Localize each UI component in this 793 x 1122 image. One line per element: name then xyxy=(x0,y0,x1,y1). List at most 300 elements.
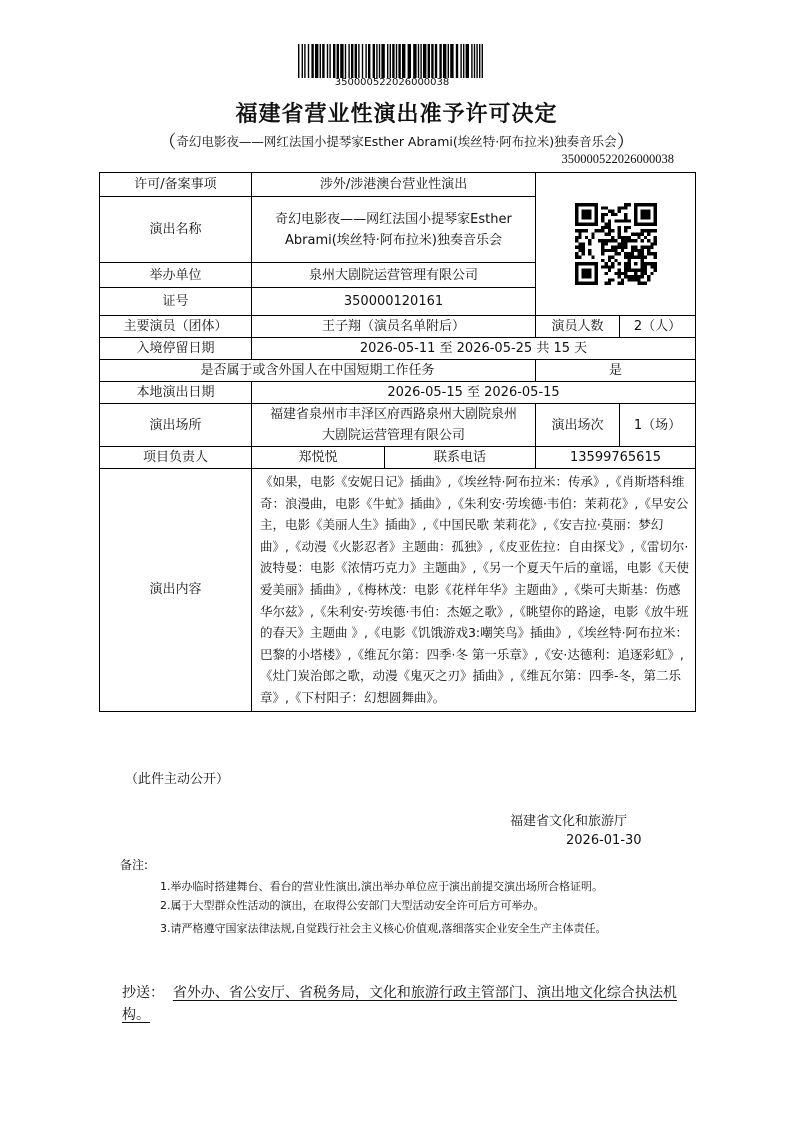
qr-module xyxy=(607,255,610,258)
qr-module xyxy=(637,252,640,255)
barcode-bar xyxy=(329,44,330,78)
sessions-value: 1（场） xyxy=(620,404,696,447)
qr-module xyxy=(604,249,607,252)
qr-code-icon xyxy=(575,203,657,285)
qr-module xyxy=(575,239,578,242)
main-performers-value: 王子翔（演员名单附后） xyxy=(252,316,536,338)
qr-module xyxy=(607,223,610,226)
qr-module xyxy=(653,265,656,268)
qr-module xyxy=(640,229,643,232)
qr-code-cell xyxy=(536,173,696,316)
qr-module xyxy=(588,249,591,252)
qr-module xyxy=(617,275,620,278)
table-row xyxy=(100,360,696,382)
qr-module xyxy=(578,229,581,232)
qr-module xyxy=(647,275,650,278)
qr-module xyxy=(611,265,614,268)
barcode-bar xyxy=(311,44,313,78)
qr-module xyxy=(601,239,604,242)
organizer-value: 泉州大剧院运营管理有限公司 xyxy=(252,263,536,288)
stay-dates-value: 2026-05-11 至 2026-05-25 共 15 天 xyxy=(252,338,696,360)
qr-module xyxy=(637,275,640,278)
qr-module xyxy=(611,213,614,216)
qr-module xyxy=(578,236,581,239)
qr-module xyxy=(575,236,578,239)
qr-module xyxy=(650,272,653,275)
barcode-bar xyxy=(431,44,433,78)
short-term-work-value: 是 xyxy=(536,360,696,382)
qr-module xyxy=(634,278,637,281)
qr-module xyxy=(637,249,640,252)
qr-module xyxy=(620,206,623,209)
qr-module xyxy=(617,269,620,272)
qr-module xyxy=(627,203,630,206)
qr-module xyxy=(630,239,633,242)
license-type-value: 涉外/涉港澳台营业性演出 xyxy=(252,173,536,197)
barcode-bar xyxy=(423,44,426,78)
qr-module xyxy=(591,255,594,258)
qr-module xyxy=(578,249,581,252)
qr-module xyxy=(630,278,633,281)
qr-module xyxy=(624,203,627,206)
qr-module xyxy=(604,239,607,242)
barcode-graphic xyxy=(296,44,488,78)
barcode-bar xyxy=(479,44,480,78)
qr-module xyxy=(578,242,581,245)
barcode-bar xyxy=(420,44,421,78)
qr-module xyxy=(607,282,610,285)
table-row xyxy=(100,447,696,469)
qr-module xyxy=(607,239,610,242)
qr-module xyxy=(584,236,587,239)
barcode-bar xyxy=(337,44,339,78)
qr-module xyxy=(617,206,620,209)
barcode-bar xyxy=(390,44,391,78)
qr-module xyxy=(630,275,633,278)
barcode-bar xyxy=(351,44,353,78)
table-row xyxy=(100,173,696,197)
qr-module xyxy=(614,249,617,252)
page-subtitle xyxy=(0,128,793,154)
qr-module xyxy=(604,242,607,245)
qr-module xyxy=(650,229,653,232)
barcode-bar xyxy=(376,44,377,78)
barcode-bar xyxy=(315,44,318,78)
cert-no-value: 350000120161 xyxy=(252,288,536,316)
barcode-bar xyxy=(435,44,437,78)
barcode-bar xyxy=(304,44,305,78)
page-title: 福建省营业性演出准予许可决定 xyxy=(235,102,558,127)
content-label: 演出内容 xyxy=(100,469,252,712)
qr-module xyxy=(643,236,646,239)
qr-module xyxy=(627,236,630,239)
qr-module xyxy=(617,242,620,245)
qr-module xyxy=(617,236,620,239)
qr-module xyxy=(653,255,656,258)
qr-module xyxy=(630,233,633,236)
table-row xyxy=(100,382,696,404)
qr-module xyxy=(620,249,623,252)
qr-module xyxy=(581,249,584,252)
qr-module xyxy=(611,262,614,265)
qr-module xyxy=(604,223,607,226)
qr-module xyxy=(604,226,607,229)
qr-module xyxy=(611,239,614,242)
qr-module xyxy=(624,216,627,219)
table-row xyxy=(100,338,696,360)
qr-module xyxy=(624,213,627,216)
qr-module xyxy=(634,262,637,265)
qr-module xyxy=(604,206,607,209)
qr-module xyxy=(617,229,620,232)
barcode-bar xyxy=(379,44,380,78)
qr-module xyxy=(601,252,604,255)
barcode-bar xyxy=(387,44,388,78)
qr-module xyxy=(627,239,630,242)
qr-module xyxy=(637,233,640,236)
barcode-bar xyxy=(381,44,384,78)
venue-label: 演出场所 xyxy=(100,404,252,447)
remark-item: 1.举办临时搭建舞台、看台的营业性演出,演出举办单位应于演出前提交演出场所合格证明。 xyxy=(160,880,603,893)
barcode-bar xyxy=(482,44,483,78)
qr-module xyxy=(643,265,646,268)
qr-module xyxy=(575,246,578,249)
qr-module xyxy=(588,252,591,255)
barcode-bar xyxy=(418,44,419,78)
table-row xyxy=(100,316,696,338)
main-performers-label: 主要演员（团体） xyxy=(100,316,252,338)
barcode-bar xyxy=(396,44,397,78)
license-type-label: 许可/备案事项 xyxy=(100,173,252,197)
qr-module xyxy=(650,252,653,255)
barcode-bar xyxy=(340,44,343,78)
document-number: 350000522026000038 xyxy=(561,152,674,166)
barcode-bar xyxy=(474,44,475,78)
qr-module xyxy=(630,249,633,252)
stay-dates-label: 入境停留日期 xyxy=(100,338,252,360)
short-term-work-label: 是否属于或含外国人在中国短期工作任务 xyxy=(100,360,536,382)
qr-module xyxy=(647,249,650,252)
qr-module xyxy=(624,236,627,239)
qr-module xyxy=(614,246,617,249)
qr-module xyxy=(640,282,643,285)
qr-module xyxy=(624,255,627,258)
manager-value: 郑悦悦 xyxy=(252,447,385,469)
qr-module xyxy=(601,246,604,249)
qr-module xyxy=(604,213,607,216)
qr-module xyxy=(584,229,587,232)
manager-label: 项目负责人 xyxy=(100,447,252,469)
qr-module xyxy=(624,206,627,209)
qr-module xyxy=(624,265,627,268)
qr-module xyxy=(634,272,637,275)
qr-module xyxy=(647,252,650,255)
barcode-bar xyxy=(439,44,441,78)
qr-module xyxy=(624,242,627,245)
qr-module xyxy=(575,255,578,258)
qr-module xyxy=(617,210,620,213)
qr-module xyxy=(643,269,646,272)
qr-module xyxy=(607,259,610,262)
qr-module xyxy=(575,252,578,255)
cc-recipients: 省外办、省公安厅、省税务局，文化和旅游行政主管部门、演出地文化综合执法机构。 xyxy=(122,985,677,1023)
qr-module xyxy=(601,226,604,229)
barcode-bar xyxy=(398,44,400,78)
qr-module xyxy=(611,210,614,213)
qr-module xyxy=(647,262,650,265)
qr-module xyxy=(620,272,623,275)
qr-module xyxy=(578,233,581,236)
qr-module xyxy=(643,246,646,249)
barcode-bar xyxy=(362,44,363,78)
qr-module xyxy=(617,272,620,275)
qr-module xyxy=(617,233,620,236)
qr-module xyxy=(611,246,614,249)
qr-module xyxy=(617,219,620,222)
qr-module xyxy=(607,229,610,232)
qr-module xyxy=(627,226,630,229)
barcode-bar xyxy=(463,44,464,78)
qr-module xyxy=(617,262,620,265)
qr-module xyxy=(617,246,620,249)
cc-section xyxy=(122,982,687,1026)
qr-module xyxy=(634,246,637,249)
barcode-bar xyxy=(308,44,309,78)
qr-module xyxy=(614,219,617,222)
qr-module xyxy=(643,262,646,265)
qr-module xyxy=(634,233,637,236)
qr-module xyxy=(630,252,633,255)
qr-module xyxy=(647,278,650,281)
barcode-bar xyxy=(327,44,328,78)
barcode-bar xyxy=(392,44,394,78)
qr-module xyxy=(620,242,623,245)
qr-module xyxy=(581,246,584,249)
qr-module xyxy=(611,229,614,232)
qr-module xyxy=(620,246,623,249)
qr-module xyxy=(620,278,623,281)
qr-module xyxy=(634,239,637,242)
qr-module xyxy=(597,239,600,242)
qr-module xyxy=(650,242,653,245)
cert-no-label: 证号 xyxy=(100,288,252,316)
barcode-bar xyxy=(471,44,472,78)
qr-module xyxy=(620,239,623,242)
qr-module xyxy=(640,239,643,242)
qr-module xyxy=(604,265,607,268)
qr-module xyxy=(627,275,630,278)
barcode-bar xyxy=(358,44,359,78)
qr-module xyxy=(607,278,610,281)
qr-module xyxy=(653,239,656,242)
qr-module xyxy=(614,252,617,255)
qr-module xyxy=(597,229,600,232)
qr-module xyxy=(617,282,620,285)
qr-module xyxy=(614,259,617,262)
qr-module xyxy=(611,249,614,252)
barcode-bar xyxy=(320,44,321,78)
barcode-bar xyxy=(450,44,453,78)
barcode-bar xyxy=(443,44,446,78)
qr-module xyxy=(640,252,643,255)
qr-module xyxy=(607,265,610,268)
qr-module xyxy=(624,246,627,249)
barcode-bar xyxy=(466,44,469,78)
cc-label: 抄送： xyxy=(122,985,164,1001)
qr-module xyxy=(601,216,604,219)
qr-module xyxy=(637,282,640,285)
barcode-bar xyxy=(402,44,405,78)
phone-value: 13599765615 xyxy=(536,447,696,469)
local-dates-value: 2026-05-15 至 2026-05-15 xyxy=(252,382,696,404)
issue-date: 2026-01-30 xyxy=(566,833,642,848)
subtitle-text: 奇幻电影夜——网红法国小提琴家Esther Abrami(埃丝特·阿布拉米)独奏音乐会 xyxy=(176,134,617,149)
barcode-bar xyxy=(460,44,461,78)
qr-module xyxy=(601,242,604,245)
qr-module xyxy=(647,239,650,242)
qr-module xyxy=(581,229,584,232)
barcode-bar xyxy=(373,44,375,78)
qr-module xyxy=(640,233,643,236)
qr-module xyxy=(601,219,604,222)
local-dates-label: 本地演出日期 xyxy=(100,382,252,404)
qr-module xyxy=(601,265,604,268)
remark-item: 2.属于大型群众性活动的演出，在取得公安部门大型活动安全许可后方可举办。 xyxy=(160,899,545,912)
qr-module xyxy=(640,272,643,275)
qr-module xyxy=(624,239,627,242)
qr-module xyxy=(607,269,610,272)
qr-module xyxy=(653,252,656,255)
barcode-bar xyxy=(322,44,324,78)
qr-module xyxy=(627,219,630,222)
qr-module xyxy=(653,236,656,239)
permit-table xyxy=(99,172,696,712)
qr-module xyxy=(634,275,637,278)
qr-module xyxy=(650,246,653,249)
qr-module xyxy=(591,236,594,239)
barcode-bar xyxy=(333,44,335,78)
qr-module xyxy=(624,219,627,222)
qr-module xyxy=(630,246,633,249)
qr-module xyxy=(614,213,617,216)
barcode-bar xyxy=(368,44,370,78)
qr-module xyxy=(581,269,591,279)
remark-item: 3.请严格遵守国家法律法规,自觉践行社会主义核心价值观,落细落实企业安全生产主体责任。 xyxy=(160,922,607,935)
qr-module xyxy=(624,252,627,255)
qr-module xyxy=(647,229,650,232)
qr-module xyxy=(640,249,643,252)
qr-module xyxy=(624,269,627,272)
qr-module xyxy=(594,229,597,232)
phone-label: 联系电话 xyxy=(385,447,536,469)
qr-module xyxy=(640,246,643,249)
qr-module xyxy=(643,255,646,258)
qr-module xyxy=(643,272,646,275)
qr-module xyxy=(604,262,607,265)
qr-module xyxy=(653,229,656,232)
qr-module xyxy=(601,213,604,216)
qr-module xyxy=(647,233,650,236)
qr-module xyxy=(640,210,650,220)
qr-module xyxy=(581,242,584,245)
qr-module xyxy=(627,278,630,281)
qr-module xyxy=(611,278,614,281)
subtitle-paren-open: （ xyxy=(158,132,177,153)
show-name-value: 奇幻电影夜——网红法国小提琴家Esther Abrami(埃丝特·阿布拉米)独奏音乐会 xyxy=(252,197,536,263)
barcode-bar xyxy=(448,44,449,78)
table-row xyxy=(100,404,696,447)
public-disclosure-note: （此件主动公开） xyxy=(125,772,230,787)
qr-module xyxy=(643,229,646,232)
qr-module xyxy=(617,226,620,229)
barcode-bar xyxy=(298,44,299,78)
qr-module xyxy=(614,239,617,242)
qr-module xyxy=(604,282,607,285)
qr-module xyxy=(653,242,656,245)
show-name-label: 演出名称 xyxy=(100,197,252,263)
qr-module xyxy=(624,275,627,278)
qr-module xyxy=(627,252,630,255)
qr-module xyxy=(601,249,604,252)
barcode-bar xyxy=(408,44,411,78)
qr-module xyxy=(624,272,627,275)
barcode-bar xyxy=(355,44,357,78)
barcode-bar xyxy=(476,44,477,78)
qr-module xyxy=(620,219,623,222)
qr-module xyxy=(575,229,578,232)
content-value: 《如果，电影《安妮日记》插曲》,《埃丝特·阿布拉米：传承》,《肖斯塔科维奇：浪漫曲，电影《牛虻》插曲》,《朱利安·劳埃德·韦伯：茉莉花》,《早安公主，电影《美丽人生》插曲》,《中国民歌 茉莉花》,《安吉拉·莫丽：梦幻曲》,《动漫《火影忍者》主题曲：孤独》,《皮亚佐拉：自由探戈》,《雷切尔·波特曼：电影《浓情巧克力》主题曲》,《另一个夏天午后的童谣，电影《天使爱美丽》插曲》,《梅林茂：电影《花样年华》主题曲》,《柴可夫斯基：伤感华尔兹》,《朱利安·劳埃德·韦伯：杰姬之歌》,《眺望你的路途，电影《放牛班的春天》主题曲 》,《电影《饥饿游戏3:嘲笑鸟》插曲》,《埃丝特·阿布拉米：巴黎的小塔楼》,《维瓦尔第：四季·冬 第一乐章》,《安·达德利：追逐彩虹》,《灶门炭治郎之歌，动漫《鬼灭之刃》插曲》,《维瓦尔第：四季-冬，第二乐章》,《下村阳子：幻想圆舞曲》。 xyxy=(252,469,696,712)
qr-module xyxy=(607,219,610,222)
qr-module xyxy=(650,265,653,268)
subtitle-paren-close: ） xyxy=(616,132,635,153)
performer-count-value: 2（人） xyxy=(620,316,696,338)
qr-module xyxy=(591,233,594,236)
barcode-bar xyxy=(456,44,458,78)
issuing-authority: 福建省文化和旅游厅 xyxy=(510,814,628,829)
qr-module xyxy=(588,239,591,242)
qr-module xyxy=(634,249,637,252)
organizer-label: 举办单位 xyxy=(100,263,252,288)
qr-module xyxy=(653,269,656,272)
qr-module xyxy=(624,226,627,229)
qr-module xyxy=(640,275,643,278)
qr-module xyxy=(601,229,604,232)
performer-count-label: 演员人数 xyxy=(536,316,620,338)
qr-module xyxy=(637,236,640,239)
remarks-label: 备注: xyxy=(120,858,149,872)
qr-module xyxy=(647,246,650,249)
qr-module xyxy=(601,259,604,262)
barcode-bar xyxy=(365,44,366,78)
barcode-bar xyxy=(413,44,416,78)
barcode-bar xyxy=(345,44,346,78)
qr-module xyxy=(643,282,646,285)
qr-module xyxy=(607,249,610,252)
qr-module xyxy=(588,242,591,245)
qr-module xyxy=(604,233,607,236)
qr-module xyxy=(601,206,604,209)
qr-module xyxy=(653,262,656,265)
venue-value: 福建省泉州市丰泽区府西路泉州大剧院泉州大剧院运营管理有限公司 xyxy=(252,404,536,447)
qr-module xyxy=(620,282,623,285)
qr-module xyxy=(607,210,610,213)
qr-module xyxy=(578,246,581,249)
qr-module xyxy=(617,252,620,255)
qr-module xyxy=(607,226,610,229)
qr-module xyxy=(607,233,610,236)
qr-module xyxy=(604,272,607,275)
qr-module xyxy=(637,278,640,281)
